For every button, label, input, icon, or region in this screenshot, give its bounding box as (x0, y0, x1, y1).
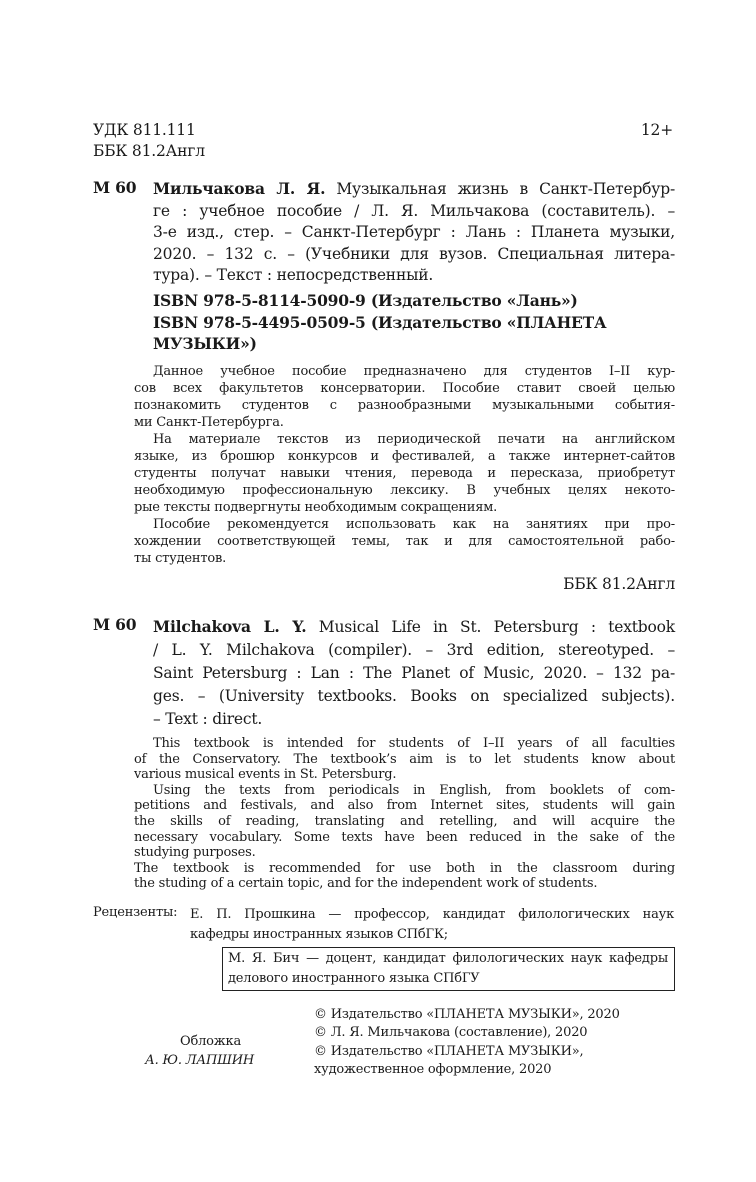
ru-annotation (134, 363, 675, 567)
text-line: the studing of a certain topic, and for the independent work of students. (134, 876, 598, 892)
cover-label: Обложка (180, 1034, 242, 1049)
text-line: рые тексты подвергнуты необходимым сокращениям. (134, 500, 498, 515)
text-line: This textbook is intended for students of I–II years of all faculties (153, 736, 675, 751)
text-line: МУЗЫКИ») (153, 334, 257, 353)
text-line: petitions and festivals, and also from Internet sites, students will gain (134, 798, 675, 814)
copyright-block (314, 1006, 620, 1079)
age-rating: 12+ (640, 121, 673, 139)
text-line: делового иностранного языка СПбГУ (228, 971, 480, 986)
en-annotation (134, 736, 675, 892)
text-line: художественное оформление, 2020 (314, 1061, 552, 1077)
text-line (153, 178, 675, 201)
record-text: ге : учебное пособие / Л. Я. Мильчакова (составитель). – (153, 201, 675, 220)
ru-isbn-list (153, 290, 675, 355)
text-line: © Издательство «ПЛАНЕТА МУЗЫКИ», (314, 1043, 584, 1059)
text-line: Данное учебное пособие предназначено для студентов I–II кур- (153, 364, 675, 379)
record-text: Musical Life in St. Petersburg : textbook (306, 618, 675, 636)
text-line: Е. П. Прошкина — профессор, кандидат филологических наук (190, 907, 674, 922)
text-line (153, 685, 675, 708)
text-line: ты студентов. (134, 551, 227, 566)
text-line: На материале текстов из периодической печати на английском (153, 432, 675, 447)
text-line (153, 639, 675, 662)
text-line (153, 244, 675, 266)
text-line: хождении соответствующей темы, так и для самостоятельной рабо- (134, 534, 675, 549)
text-line (153, 615, 675, 639)
text-line (153, 222, 675, 244)
cover-artist: А. Ю. ЛАПШИН (145, 1053, 255, 1068)
author-name: Milchakova L. Y. (153, 617, 307, 636)
record-text: тура). – Текст : непосредственный. (153, 266, 434, 284)
en-bibliographic-record (153, 615, 675, 731)
text-line: языке, из брошюр конкурсов и фестивалей, а также интернет-сайтов (134, 449, 675, 464)
text-line: ми Санкт-Петербурга. (134, 415, 284, 430)
ru-bibliographic-record (153, 178, 675, 287)
text-line: ISBN 978-5-8114-5090-9 (Издательство «Лань») (153, 291, 578, 310)
text-line (153, 201, 675, 223)
text-line: necessary vocabulary. Some texts have been reduced in the sake of the (134, 829, 675, 845)
record-text: 2020. – 132 с. – (Учебники для вузов. Специальная литера- (153, 244, 675, 263)
text-line: of the Conservatory. The textbook’s aim is to let students know about (134, 751, 675, 767)
bbk-right: ББК 81.2Англ (563, 575, 675, 593)
record-text: 3-е изд., стер. – Санкт-Петербург : Лань : Планета музыки, (153, 223, 675, 241)
reviewer-second (228, 949, 668, 989)
reviewer-first (190, 905, 674, 945)
text-line (153, 662, 675, 685)
text-line: необходимую профессиональную лексику. В учебных целях некото- (134, 483, 675, 498)
text-line: Using the texts from periodicals in English, from booklets of com- (153, 782, 675, 798)
text-line: ISBN 978-5-4495-0509-5 (Издательство «ПЛАНЕТА (153, 312, 607, 332)
author-name: Мильчакова Л. Я. (153, 179, 326, 198)
en-entry-code: М 60 (93, 615, 137, 634)
record-text: / L. Y. Milchakova (compiler). – 3rd edition, stereotyped. – (153, 641, 675, 659)
record-text: Saint Petersburg : Lan : The Planet of Music, 2020. – 132 pa- (153, 664, 675, 682)
bbk-code: ББК 81.2Англ (93, 142, 205, 160)
text-line: познакомить студентов с разнообразными музыкальными события- (134, 398, 675, 413)
text-line: студенты получат навыки чтения, перевода и пересказа, приобретут (134, 466, 675, 481)
ru-entry-code: М 60 (93, 178, 137, 197)
text-line (153, 265, 675, 287)
text-line: сов всех факультетов консерватории. Пособие ставит своей целью (134, 381, 675, 396)
text-line: The textbook is recommended for use both in the classroom during (134, 860, 675, 876)
text-line: Пособие рекомендуется использовать как на занятиях при про- (153, 517, 675, 532)
text-line: М. Я. Бич — доцент, кандидат филологических наук кафедры (228, 951, 668, 966)
text-line: studying purposes. (134, 845, 256, 861)
text-line: various musical events in St. Petersburg. (134, 767, 397, 783)
text-line: the skills of reading, translating and retelling, and will acquire the (134, 813, 675, 829)
record-text: Музыкальная жизнь в Санкт-Петербур- (325, 180, 675, 198)
text-line: кафедры иностранных языков СПбГК; (190, 927, 448, 942)
text-line: © Л. Я. Мильчакова (составление), 2020 (314, 1025, 588, 1041)
record-text: – Text : direct. (153, 710, 263, 728)
text-line (153, 708, 675, 731)
udk-code: УДК 811.111 (93, 121, 196, 139)
record-text: ges. – (University textbooks. Books on specialized subjects). (153, 687, 675, 705)
reviewers-label: Рецензенты: (93, 905, 178, 920)
text-line: © Издательство «ПЛАНЕТА МУЗЫКИ», 2020 (314, 1007, 620, 1022)
